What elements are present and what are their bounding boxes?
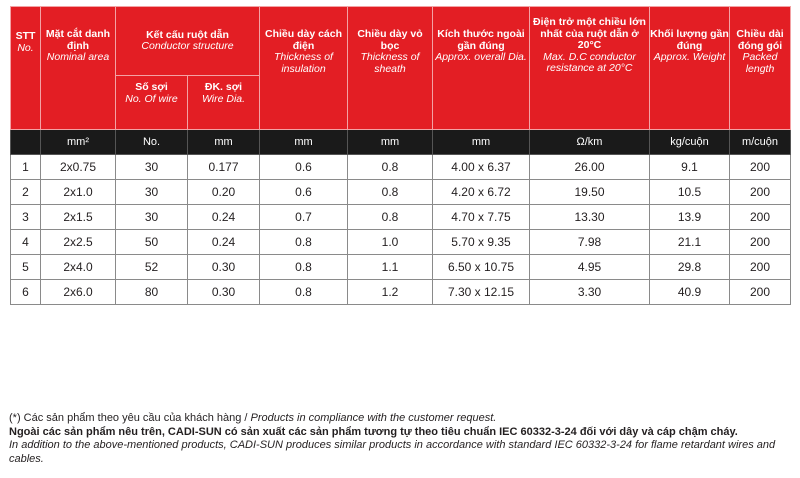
table-cell: 0.30: [188, 255, 260, 280]
unit-cell: mm: [433, 130, 530, 155]
table-cell: 30: [116, 205, 188, 230]
table-cell: 4.70 x 7.75: [433, 205, 530, 230]
table-cell: 200: [730, 230, 791, 255]
note-en: Products in compliance with the customer request.: [250, 412, 497, 424]
table-cell: 5: [11, 255, 41, 280]
table-cell: 13.9: [650, 205, 730, 230]
table-cell: 40.9: [650, 280, 730, 305]
header-weight: Khối lượng gần đúng Approx. Weight: [650, 7, 730, 130]
table-cell: 21.1: [650, 230, 730, 255]
table-cell: 0.6: [260, 180, 348, 205]
header-insulation: Chiều dày cách điện Thickness of insulation: [260, 7, 348, 130]
table-cell: 200: [730, 205, 791, 230]
unit-cell: mm: [260, 130, 348, 155]
table-cell: 0.8: [260, 230, 348, 255]
table-cell: 30: [116, 180, 188, 205]
header-resistance: Điện trở một chiều lớn nhất của ruột dẫn ở 20°C Max. D.C conductor resistance at 20°C: [530, 7, 650, 130]
table-cell: 4.95: [530, 255, 650, 280]
table-cell: 0.8: [348, 180, 433, 205]
table-cell: 0.24: [188, 230, 260, 255]
table-cell: 19.50: [530, 180, 650, 205]
unit-cell: Ω/km: [530, 130, 650, 155]
table-cell: 6: [11, 280, 41, 305]
table-cell: 2: [11, 180, 41, 205]
table-cell: 30: [116, 155, 188, 180]
cable-spec-table: [10, 6, 791, 305]
table-cell: 0.24: [188, 205, 260, 230]
table-cell: 3: [11, 205, 41, 230]
header-no-of-wire: Số sợi No. Of wire: [116, 76, 188, 130]
header-packed-length: Chiều dài đóng gói Packed length: [730, 7, 791, 130]
table-cell: 200: [730, 180, 791, 205]
footer-notes: [9, 412, 795, 466]
table-cell: 200: [730, 155, 791, 180]
table-row: [11, 205, 791, 230]
table-cell: 80: [116, 280, 188, 305]
table-cell: 2x0.75: [41, 155, 116, 180]
table-cell: 50: [116, 230, 188, 255]
table-cell: 7.98: [530, 230, 650, 255]
table-cell: 1: [11, 155, 41, 180]
table-row: [11, 180, 791, 205]
table-cell: 6.50 x 10.75: [433, 255, 530, 280]
header-nominal-area: Mặt cắt danh định Nominal area: [41, 7, 116, 130]
table-cell: 3.30: [530, 280, 650, 305]
table-cell: 9.1: [650, 155, 730, 180]
table-cell: 200: [730, 255, 791, 280]
table-row: [11, 230, 791, 255]
note-vi: (*) Các sản phẩm theo yêu cầu của khách hàng /: [9, 412, 251, 424]
table-row: [11, 255, 791, 280]
units-row: [11, 130, 791, 155]
table-cell: 4: [11, 230, 41, 255]
table-cell: 2x4.0: [41, 255, 116, 280]
customer-request-note: [9, 412, 795, 426]
table-cell: 1.0: [348, 230, 433, 255]
table-cell: 52: [116, 255, 188, 280]
unit-cell: mm: [188, 130, 260, 155]
table-cell: 0.8: [348, 155, 433, 180]
unit-cell: m/cuộn: [730, 130, 791, 155]
standard-note-vi: Ngoài các sản phẩm nêu trên, CADI-SUN có sản xuất các sản phẩm tương tự theo tiêu chuẩn IEC 60332-3-24 đối với dây và cáp chậm cháy.: [9, 425, 738, 438]
table-cell: 0.6: [260, 155, 348, 180]
header-wire-dia: ĐK. sợi Wire Dia.: [188, 76, 260, 130]
table-row: [11, 280, 791, 305]
table-cell: 2x2.5: [41, 230, 116, 255]
table-cell: 0.8: [260, 255, 348, 280]
table-cell: 0.30: [188, 280, 260, 305]
header-overall-dia: Kích thước ngoài gần đúng Approx. overall Dia.: [433, 7, 530, 130]
table-cell: 200: [730, 280, 791, 305]
table-cell: 0.7: [260, 205, 348, 230]
unit-cell: mm²: [41, 130, 116, 155]
table-cell: 7.30 x 12.15: [433, 280, 530, 305]
table-cell: 2x1.0: [41, 180, 116, 205]
header-stt: STT No.: [11, 7, 41, 130]
table-cell: 0.8: [260, 280, 348, 305]
table-cell: 10.5: [650, 180, 730, 205]
table-cell: 4.20 x 6.72: [433, 180, 530, 205]
table-cell: 2x6.0: [41, 280, 116, 305]
table-cell: 2x1.5: [41, 205, 116, 230]
unit-cell: No.: [116, 130, 188, 155]
table-cell: 26.00: [530, 155, 650, 180]
table-cell: 29.8: [650, 255, 730, 280]
standard-note-en: In addition to the above-mentioned products, CADI-SUN produces similar products in accordance with standard IEC 60332-3-24 for flame retardant wires and cables.: [9, 439, 776, 465]
table-row: [11, 155, 791, 180]
table-cell: 5.70 x 9.35: [433, 230, 530, 255]
table-cell: 0.8: [348, 205, 433, 230]
header-conductor-structure: Kết cấu ruột dẫn Conductor structure: [116, 7, 260, 76]
table-cell: 13.30: [530, 205, 650, 230]
table-cell: 0.177: [188, 155, 260, 180]
header-sheath: Chiều dày vỏ bọc Thickness of sheath: [348, 7, 433, 130]
unit-cell: [11, 130, 41, 155]
table-cell: 1.1: [348, 255, 433, 280]
table-cell: 0.20: [188, 180, 260, 205]
table-cell: 1.2: [348, 280, 433, 305]
table-cell: 4.00 x 6.37: [433, 155, 530, 180]
unit-cell: mm: [348, 130, 433, 155]
unit-cell: kg/cuộn: [650, 130, 730, 155]
